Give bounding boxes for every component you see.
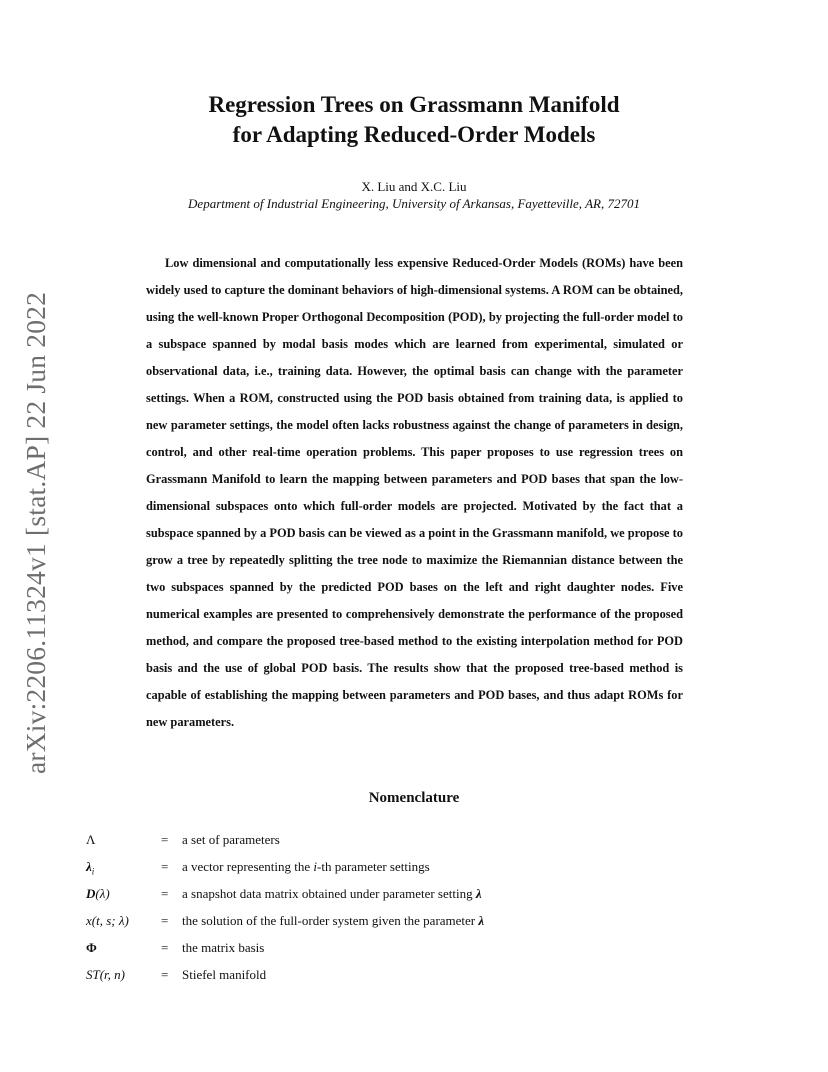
nomenclature-table	[86, 826, 686, 988]
nomenclature-row	[86, 934, 686, 961]
arxiv-side-stamp	[14, 290, 58, 776]
nomenclature-symbol: Φ	[86, 940, 97, 955]
nomenclature-definition	[182, 880, 482, 907]
affiliation: Department of Industrial Engineering, University of Arkansas, Fayetteville, AR, 72701	[188, 196, 640, 211]
equals-sign: =	[161, 859, 169, 874]
equals-sign: =	[161, 913, 169, 928]
definition-text: a vector representing the	[182, 859, 314, 874]
nomenclature-symbol: x(t, s; λ)	[86, 913, 129, 928]
definition-text: a snapshot data matrix obtained under parameter setting	[182, 886, 476, 901]
nomenclature-row	[86, 853, 686, 880]
nomenclature-definition: the matrix basis	[182, 940, 265, 955]
paper-title	[0, 90, 828, 150]
symbol-d: D	[86, 886, 96, 901]
symbol-args: (λ)	[95, 886, 110, 901]
nomenclature-row	[86, 907, 686, 934]
nomenclature-row	[86, 961, 686, 988]
arxiv-identifier: arXiv:2206.11324v1 [stat.AP] 22 Jun 2022	[20, 291, 51, 775]
nomenclature-definition: a set of parameters	[182, 832, 280, 847]
definition-symbol: λ	[475, 886, 482, 901]
definition-text-end: -th parameter settings	[317, 859, 430, 874]
nomenclature-definition: Stiefel manifold	[182, 967, 267, 982]
definition-text: the solution of the full-order system given the parameter	[182, 913, 479, 928]
nomenclature-definition	[182, 907, 484, 934]
equals-sign: =	[161, 832, 169, 847]
equals-sign: =	[161, 967, 169, 982]
title-line-1: Regression Trees on Grassmann Manifold	[208, 92, 620, 117]
authors: X. Liu and X.C. Liu	[361, 179, 467, 194]
nomenclature-row	[86, 826, 686, 853]
symbol-subscript: i	[91, 866, 95, 877]
nomenclature-symbol	[86, 880, 110, 907]
title-line-2: for Adapting Reduced-Order Models	[232, 122, 596, 147]
equals-sign: =	[161, 886, 169, 901]
nomenclature-row	[86, 880, 686, 907]
nomenclature-heading: Nomenclature	[368, 790, 460, 806]
equals-sign: =	[161, 940, 169, 955]
definition-variable: i	[313, 859, 318, 874]
nomenclature-symbol: Λ	[86, 832, 96, 847]
definition-symbol: λ	[478, 913, 485, 928]
nomenclature-symbol: ST(r, n)	[86, 967, 126, 982]
abstract: Low dimensional and computationally less expensive Reduced-Order Models (ROMs) have been widely used to capture the dominant behaviors of high-dimensional systems. A ROM can be obtained, using the well-known Proper Orthogonal Decomposition (POD), by projecting the full-order model to a subspace spanned by modal basis modes which are learned from experimental, simulated or observational data, i.e., training data. However, the optimal basis can change with the parameter settings. When a ROM, constructed using the POD basis obtained from training data, is applied to new parameter settings, the model often lacks robustness against the change of parameters in design, control, and other real-time operation problems. This paper proposes to use regression trees on Grassmann Manifold to learn the mapping between parameters and POD bases that span the low-dimensional subspaces onto which full-order models are projected. Motivated by the fact that a subspace spanned by a POD basis can be viewed as a point in the Grassmann manifold, we propose to grow a tree by repeatedly splitting the tree node to maximize the Riemannian distance between the two subspaces spanned by the predicted POD bases on the left and right daughter nodes. Five numerical examples are presented to comprehensively demonstrate the performance of the proposed method, and compare the proposed tree-based method to the existing interpolation method for POD basis and the use of global POD basis. The results show that the proposed tree-based method is capable of establishing the mapping between parameters and POD bases, and thus adapt ROMs for new parameters.	[146, 256, 683, 729]
symbol-lambda: λ	[86, 859, 92, 874]
nomenclature-definition	[182, 853, 430, 880]
